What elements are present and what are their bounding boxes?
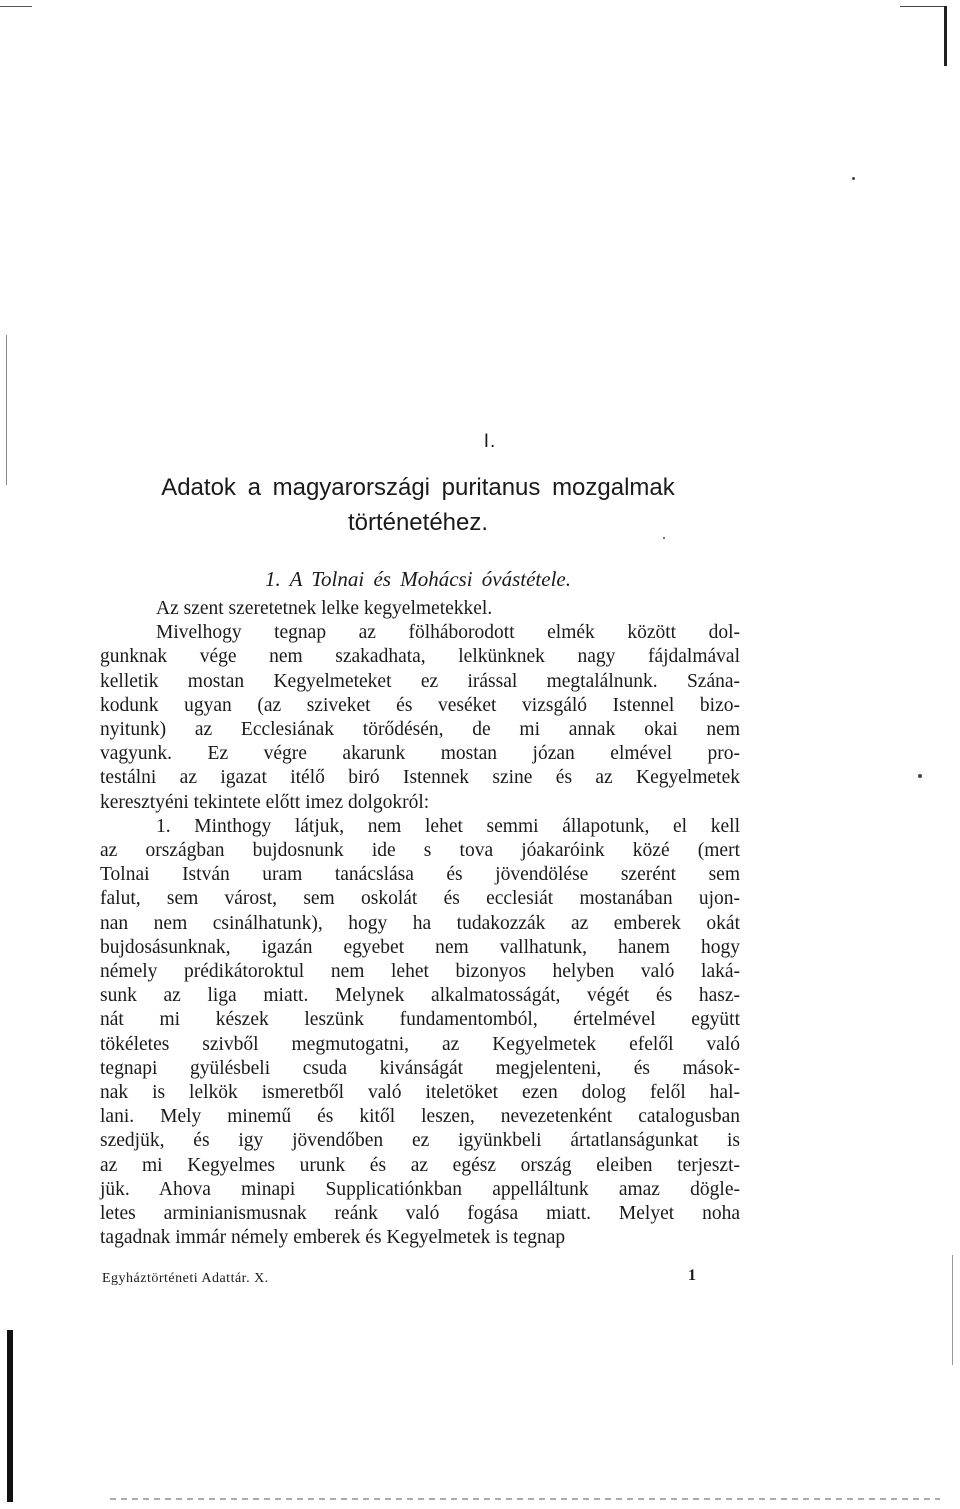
body-line: nát mi készek leszünk fundamentomból, értelmével együtt (100, 1009, 740, 1031)
body-line: kelletik mostan Kegyelmeteket ez irással megtalálnunk. Szána- (100, 670, 740, 692)
body-line: tegnapi gyülésbeli csuda kivánságát megjelenteni, és mások- (100, 1057, 740, 1079)
title-line: Adatok a magyarországi puritanus mozgalmak (161, 474, 675, 501)
body-line: nyitunk) az Ecclesiának törődésén, de mi annak okai nem (100, 719, 740, 741)
body-line: némely prédikátoroktul nem lehet bizonyos helyben való laká- (100, 961, 740, 983)
body-line: tagadnak immár némely emberek és Kegyelmetek is tegnap (100, 1227, 566, 1249)
page-footer (102, 1267, 742, 1291)
body-line: sunk az liga miatt. Melynek alkalmatosságát, végét és hasz- (100, 985, 740, 1007)
body-line: falut, sem várost, sem oskolát és ecclesiát mostanában ujon- (100, 888, 740, 910)
scan-speck (852, 177, 855, 180)
document-subtitle: 1. A Tolnai és Mohácsi óvástétele. (264, 567, 571, 591)
scan-edge-mark (952, 1255, 953, 1365)
body-line: letes arminianismusnak reánk való fogása miatt. Melyet noha (100, 1203, 740, 1225)
scan-edge-line (900, 6, 946, 7)
scan-edge-mark (6, 335, 7, 485)
body-line: gunknak vége nem szakadhata, lelkünknek nagy fájdalmával (100, 646, 740, 668)
body-line: Mivelhogy tegnap az fölháborodott elmék között dol- (156, 622, 740, 644)
scan-edge-line (0, 6, 32, 7)
body-line: testálni az igazat itélő biró Istennek szine és az Kegyelmetek (100, 767, 740, 789)
body-line: lani. Mely minemű és kitől leszen, nevezetenként catalogusban (100, 1106, 740, 1128)
scan-edge-mark (7, 1330, 13, 1502)
body-line: nak is lelkök ismeretből való iteletöket ezen dolog felől hal- (100, 1082, 740, 1104)
footer-source: Egyháztörténeti Adattár. X. (102, 1271, 269, 1286)
scan-speck (918, 774, 922, 778)
body-line: az országban bujdosnunk ide s tova jóakaróink közé (mert (100, 840, 740, 862)
body-line: 1. Minthogy látjuk, nem lehet semmi állapotunk, el kell (156, 815, 740, 837)
body-line: szedjük, és igy jövendőben ez igyünkbeli ártatlanságunkat is (100, 1130, 740, 1152)
body-line: Az szent szeretetnek lelke kegyelmetekkel. (156, 598, 493, 619)
section-number: I. (483, 431, 497, 452)
title-line: történetéhez. (347, 509, 489, 536)
body-line: keresztyéni tekintete előtt imez dolgokról: (100, 791, 430, 813)
body-line: nan nem csinálhatunk), hogy ha tudakozzák az emberek okát (100, 912, 740, 934)
scan-edge-mark (944, 6, 947, 66)
body-line: jük. Ahova minapi Supplicatiónkban appelláltunk amaz dögle- (100, 1178, 740, 1200)
document-title (98, 470, 738, 540)
body-line: tökéletes szivből megmutogatni, az Kegyelmetek efelől való (100, 1033, 740, 1055)
body-line: kodunk ugyan (az sziveket és veséket vizsgáló Istennel bizo- (100, 694, 740, 716)
body-line: Tolnai István uram tanácslása és jövendölése szerént sem (100, 864, 740, 886)
body-line: vagyunk. Ez végre akarunk mostan józan elmével pro- (100, 743, 740, 765)
scan-bottom-noise (110, 1498, 940, 1500)
page-number: 1 (688, 1267, 696, 1284)
body-line: az mi Kegyelmes urunk és az egész ország eleiben terjeszt- (100, 1154, 740, 1176)
body-line: bujdosásunknak, igazán egyebet nem vallhatunk, hanem hogy (100, 936, 740, 958)
body-text (100, 597, 740, 1250)
